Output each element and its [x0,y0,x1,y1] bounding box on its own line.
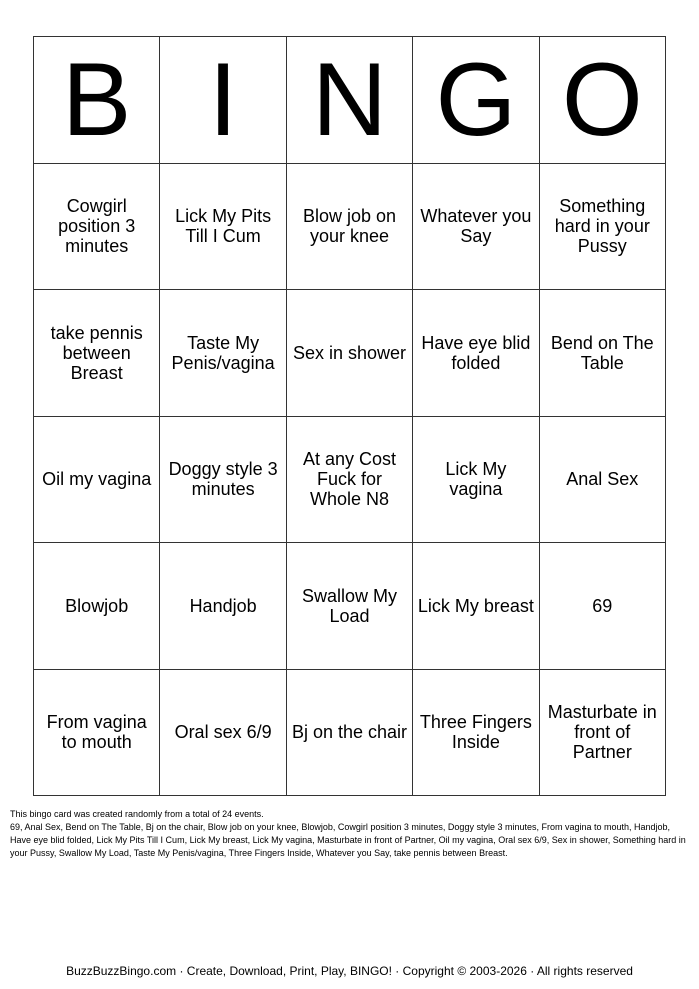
bingo-cell: Blow job on your knee [287,164,413,291]
bingo-cell: Something hard in your Pussy [540,164,666,291]
bingo-cell: Sex in shower [287,290,413,417]
header-letter-g: G [413,37,539,164]
bingo-cell: At any Cost Fuck for Whole N8 [287,417,413,544]
page-footer: BuzzBuzzBingo.com · Create, Download, Print, Play, BINGO! · Copyright © 2003-2026 · All rights reserved [66,964,633,978]
bingo-cell: take pennis between Breast [34,290,160,417]
bingo-cell: From vagina to mouth [34,670,160,797]
bingo-cell: Lick My breast [413,543,539,670]
bingo-card [33,36,666,796]
bingo-cell: Doggy style 3 minutes [160,417,286,544]
bingo-cell: Bj on the chair [287,670,413,797]
bingo-cell: Anal Sex [540,417,666,544]
bingo-cell: 69 [540,543,666,670]
bingo-cell: Oral sex 6/9 [160,670,286,797]
bingo-cell: Lick My Pits Till I Cum [160,164,286,291]
bingo-cell: Handjob [160,543,286,670]
header-letter-b: B [34,37,160,164]
bingo-cell: Cowgirl position 3 minutes [34,164,160,291]
bingo-cell: Lick My vagina [413,417,539,544]
bingo-cell: Whatever you Say [413,164,539,291]
card-info-events: 69, Anal Sex, Bend on The Table, Bj on the chair, Blow job on your knee, Blowjob, Cowgirl position 3 minutes, Doggy style 3 minutes, From vagina to mouth, Handjob, Have eye blid folded, Lick My Pits Till I Cum, Lick My breast, Lick My vagina, Masturbate in front of Partner, Oil my vagina, Oral sex 6/9, Sex in shower, Something hard in your Pussy, Swallow My Load, Taste My Penis/vagina, Three Fingers Inside, Whatever you Say, take pennis between Breast. [10,822,686,858]
bingo-cell: Swallow My Load [287,543,413,670]
bingo-cell: Masturbate in front of Partner [540,670,666,797]
bingo-cell: Taste My Penis/vagina [160,290,286,417]
card-info-summary: This bingo card was created randomly from a total of 24 events. [10,809,264,819]
header-letter-n: N [287,37,413,164]
bingo-cell: Blowjob [34,543,160,670]
bingo-cell: Oil my vagina [34,417,160,544]
header-letter-o: O [540,37,666,164]
bingo-cell: Three Fingers Inside [413,670,539,797]
card-info [10,808,692,860]
bingo-cell: Have eye blid folded [413,290,539,417]
bingo-cell: Bend on The Table [540,290,666,417]
header-letter-i: I [160,37,286,164]
